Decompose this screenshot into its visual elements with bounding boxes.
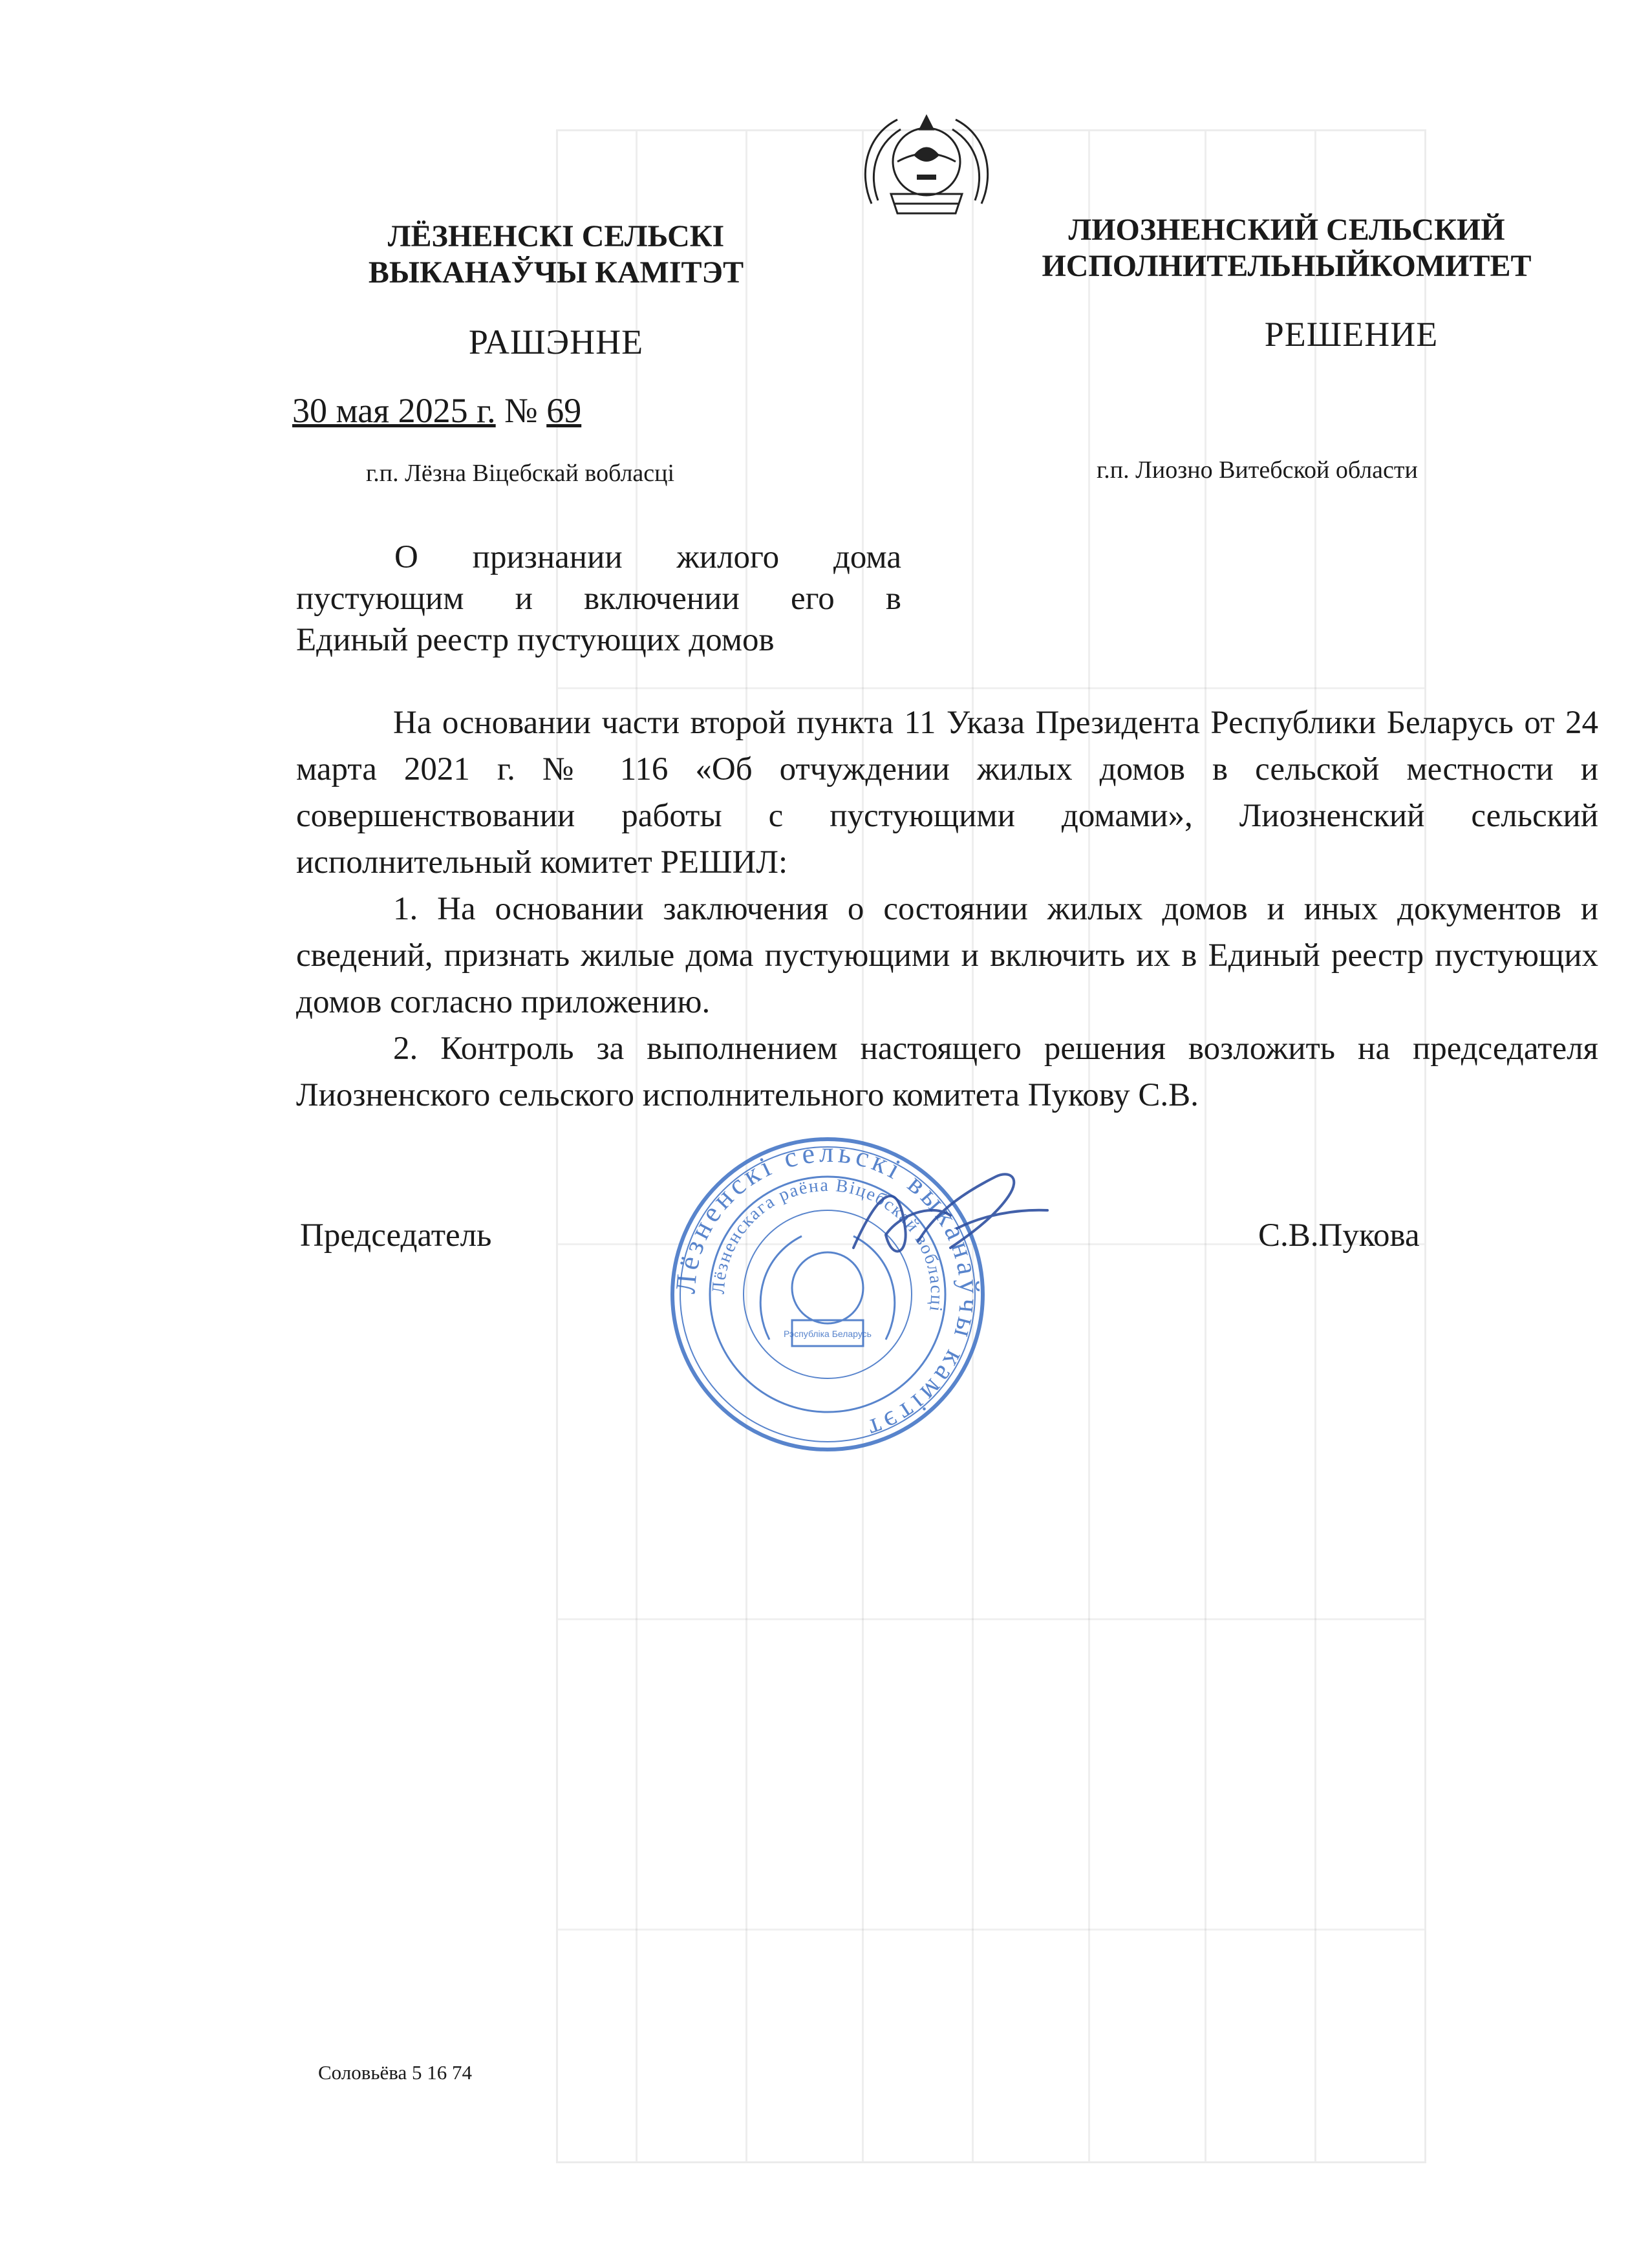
place-russian: г.п. Лиозно Витебской области [1097,456,1418,484]
org-name-by-line2: ВЫКАНАЎЧЫ КАМІТЭТ [368,255,744,290]
org-name-ru-line1: ЛИОЗНЕНСКИЙ СЕЛЬСКИЙ [1068,213,1505,247]
org-name-belarusian [284,219,828,291]
subject-line-3: Единый реестр пустующих домов [296,622,775,658]
number-sign: № [504,391,538,430]
org-name-russian [989,212,1584,284]
contact-footer: Соловьёва 5 16 74 [318,2061,473,2084]
org-name-ru-line2: ИСПОЛНИТЕЛЬНЫЙКОМИТЕТ [1042,249,1532,283]
signatory-name: С.В.Пукова [1258,1217,1420,1254]
decision-body [296,700,1598,1118]
signatory-role: Председатель [300,1217,492,1254]
stamp-outer-text: Лёзненскі сельскі выканаўчы камітэт [669,1136,986,1446]
stamp-inner-text: Лёзненскага раёна Віцебскай вобласці [708,1175,947,1314]
org-name-by-line1: ЛЁЗНЕНСКІ СЕЛЬСКІ [387,219,725,253]
body-paragraph-item-2: 2. Контроль за выполнением настоящего решения возложить на председателя Лиозненского сельского исполнительного комитета Пукову С.В. [296,1031,1598,1113]
decision-subject [296,537,901,661]
stamp-center-text: Рэспубліка Беларусь [784,1329,872,1339]
place-belarusian: г.п. Лёзна Віцебскай вобласці [366,460,675,487]
decision-number: 69 [546,391,582,430]
decision-title-belarusian: РАШЭННЕ [468,323,644,361]
decision-date: 30 мая 2025 г. [292,391,496,430]
subject-line-2: пустующим и включении его в [296,581,901,617]
body-paragraph-item-1: 1. На основании заключения о состоянии жилых домов и иных документов и сведений, признать жилые дома пустующими и включить их в Единый реестр пустующих домов согласно приложению. [296,891,1598,1020]
subject-line-1: О признании жилого дома [394,539,901,575]
coat-of-arms-icon [852,97,1001,233]
decision-date-number [292,390,581,431]
decision-title-russian: РЕШЕНИЕ [1264,315,1439,354]
body-paragraph-preamble: На основании части второй пункта 11 Указа Президента Республики Беларусь от 24 марта 2021 г. № 116 «Об отчуждении жилых домов в сельской местности и совершенствовании работы с пустующими домами», Лиозненский сельский исполнительный комитет РЕШИЛ: [296,705,1598,881]
handwritten-signature-icon [841,1151,1054,1280]
